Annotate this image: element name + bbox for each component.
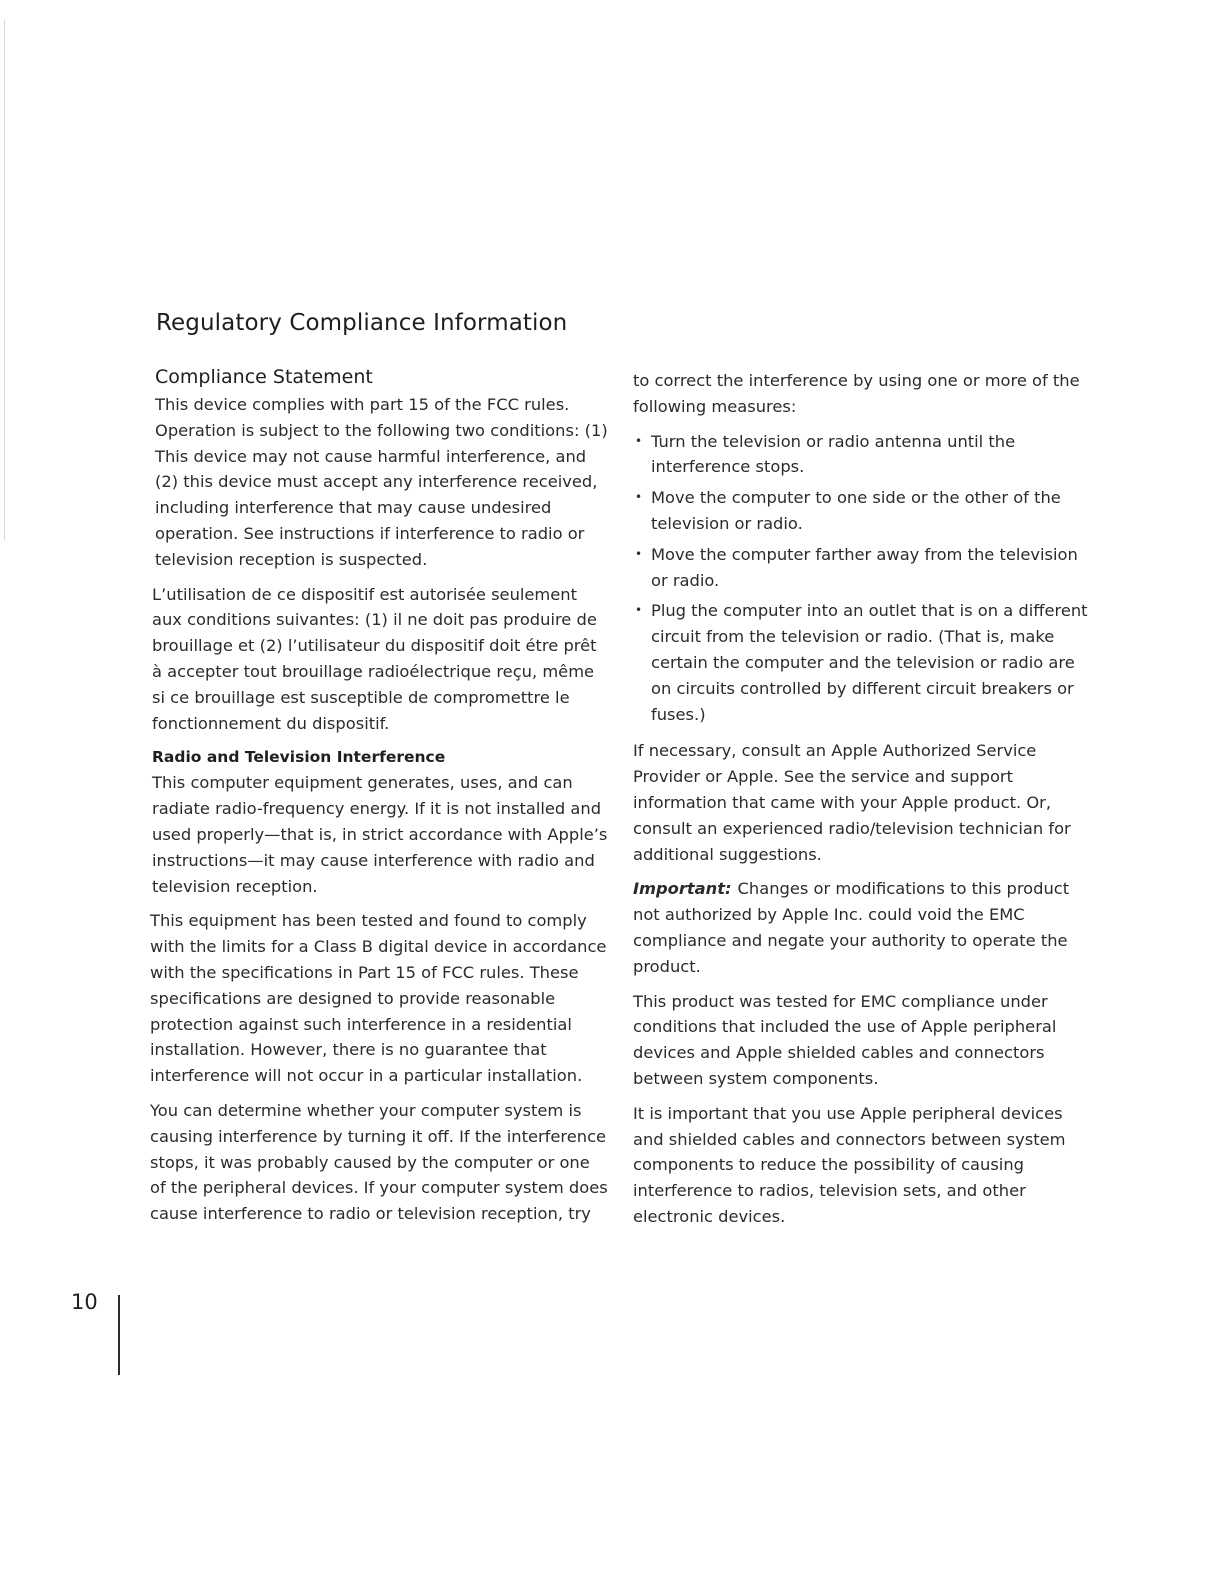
scan-edge-line — [4, 20, 5, 540]
compliance-paragraph: This device complies with part 15 of the FCC rules. Operation is subject to the following two conditions: (1) This device may not cause harmful interference, and (2) this device must accept any interference received, including interference that may cause undesired operation. See instructions if interference to radio or television reception is suspected. — [155, 395, 608, 569]
important-paragraph — [633, 876, 1095, 979]
list-item — [633, 429, 1095, 481]
compliance-paragraph-french: L’utilisation de ce dispositif est autorisée seulement aux conditions suivantes: (1) il ne doit pas produire de brouillage et (2) l’utilisateur du dispositif doit étre prêt à accepter tout brouillage radioélectrique reçu, même si ce brouillage est susceptible de compromettre le fonctionnement du dispositif. — [152, 584, 597, 733]
radio-tv-interference-heading: Radio and Television Interference — [152, 748, 446, 767]
service-paragraph: If necessary, consult an Apple Authorized Service Provider or Apple. See the service and support information that came with your Apple product. Or, consult an experienced radio/television technician for additional suggestions. — [633, 741, 1071, 864]
list-item-text: Move the computer to one side or the other of the television or radio. — [651, 488, 1061, 533]
list-item — [633, 598, 1095, 727]
emc-paragraph: This product was tested for EMC compliance under conditions that included the use of Apple peripheral devices and Apple shielded cables and connectors between system components. — [633, 991, 1057, 1088]
radio-paragraph-2: This equipment has been tested and found to comply with the limits for a Class B digital device in accordance with the specifications in Part 15 of FCC rules. These specifications are designed to provide reasonable protection against such interference in a residential installation. However, there is no guarantee that interference will not occur in a particular installation. — [150, 911, 607, 1086]
left-column — [150, 364, 608, 1236]
right-column — [633, 368, 1095, 1239]
page-title: Regulatory Compliance Information — [156, 310, 568, 336]
list-item-text: Move the computer farther away from the television or radio. — [651, 544, 1078, 590]
bullet-icon: • — [635, 490, 643, 505]
bullet-icon: • — [635, 603, 643, 618]
page-number-rule — [118, 1295, 120, 1375]
continuation-paragraph: to correct the interference by using one or more of the following measures: — [633, 371, 1080, 416]
important-text: Changes or modifications to this product not authorized by Apple Inc. could void the EMC compliance and negate your authority to operate the product. — [633, 879, 1070, 976]
bullet-icon: • — [635, 433, 643, 448]
final-paragraph: It is important that you use Apple peripheral devices and shielded cables and connectors between system components to reduce the possibility of causing interference to radios, television sets, and other electronic devices. — [633, 1103, 1066, 1226]
interference-measures-list — [633, 429, 1095, 728]
page-number: 10 — [71, 1290, 98, 1314]
bullet-icon: • — [635, 546, 643, 561]
list-item — [633, 485, 1095, 537]
compliance-statement-heading: Compliance Statement — [155, 366, 373, 388]
radio-paragraph-3: You can determine whether your computer system is causing interference by turning it off. If the interference stops, it was probably caused by the computer or one of the peripheral devices. If your computer system does cause interference to radio or television reception, try — [150, 1100, 608, 1224]
list-item-text: Plug the computer into an outlet that is on a different circuit from the television or radio. (That is, make certain the computer and the television or radio are on circuits controlled by different circuit breakers or fuses.) — [651, 601, 1088, 724]
list-item — [633, 542, 1095, 594]
important-label: Important: — [633, 879, 732, 899]
radio-paragraph-1: This computer equipment generates, uses, and can radiate radio-frequency energy. If it is not installed and used properly—that is, in strict accordance with Apple’s instructions—it may cause interference with radio and television reception. — [152, 773, 608, 896]
list-item-text: Turn the television or radio antenna until the interference stops. — [651, 431, 1016, 477]
